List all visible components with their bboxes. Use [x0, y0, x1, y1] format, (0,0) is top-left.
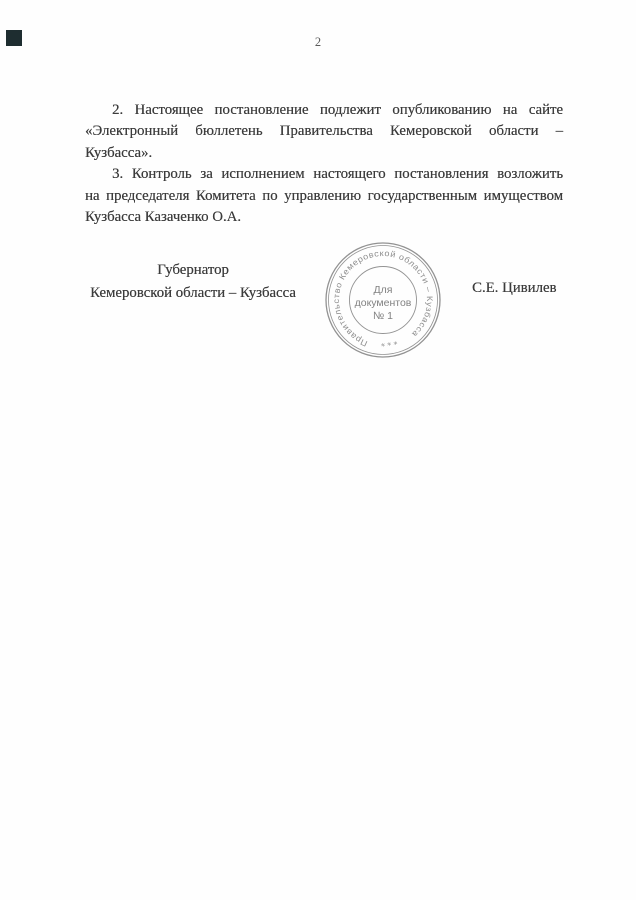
stamp-center-line-1: Для — [373, 284, 393, 296]
document-body — [85, 100, 563, 228]
signature-title-line-2: Кемеровской области – Кузбасса — [90, 284, 296, 301]
stamp-ring-text: Правительство Кемеровской области – Кузбасса — [330, 247, 436, 349]
signature-title — [85, 259, 301, 304]
signature-name: С.Е. Цивилев — [472, 280, 557, 296]
paragraph-3-line-1: 3. Контроль за исполнением настоящего постановления возложить — [112, 166, 563, 183]
official-stamp — [323, 240, 443, 360]
page-number: 2 — [314, 35, 322, 49]
paragraph-2-line-3: Кузбасса». — [85, 144, 153, 161]
stamp-center-line-2: документов — [354, 297, 412, 309]
paragraph-3-line-2: на председателя Комитета по управлению государственным имуществом — [85, 187, 563, 204]
paragraph-2-line-1: 2. Настоящее постановление подлежит опубликованию на сайте — [112, 102, 563, 118]
paragraph-2-line-2: «Электронный бюллетень Правительства Кемеровской области – — [85, 123, 563, 140]
paragraph-3-line-3: Кузбасса Казаченко О.А. — [85, 209, 241, 226]
stamp-center-line-3: № 1 — [372, 310, 394, 322]
signature-title-line-1: Губернатор — [157, 262, 229, 278]
stamp-stars: ⁎ ⁎ ⁎ — [380, 337, 398, 349]
